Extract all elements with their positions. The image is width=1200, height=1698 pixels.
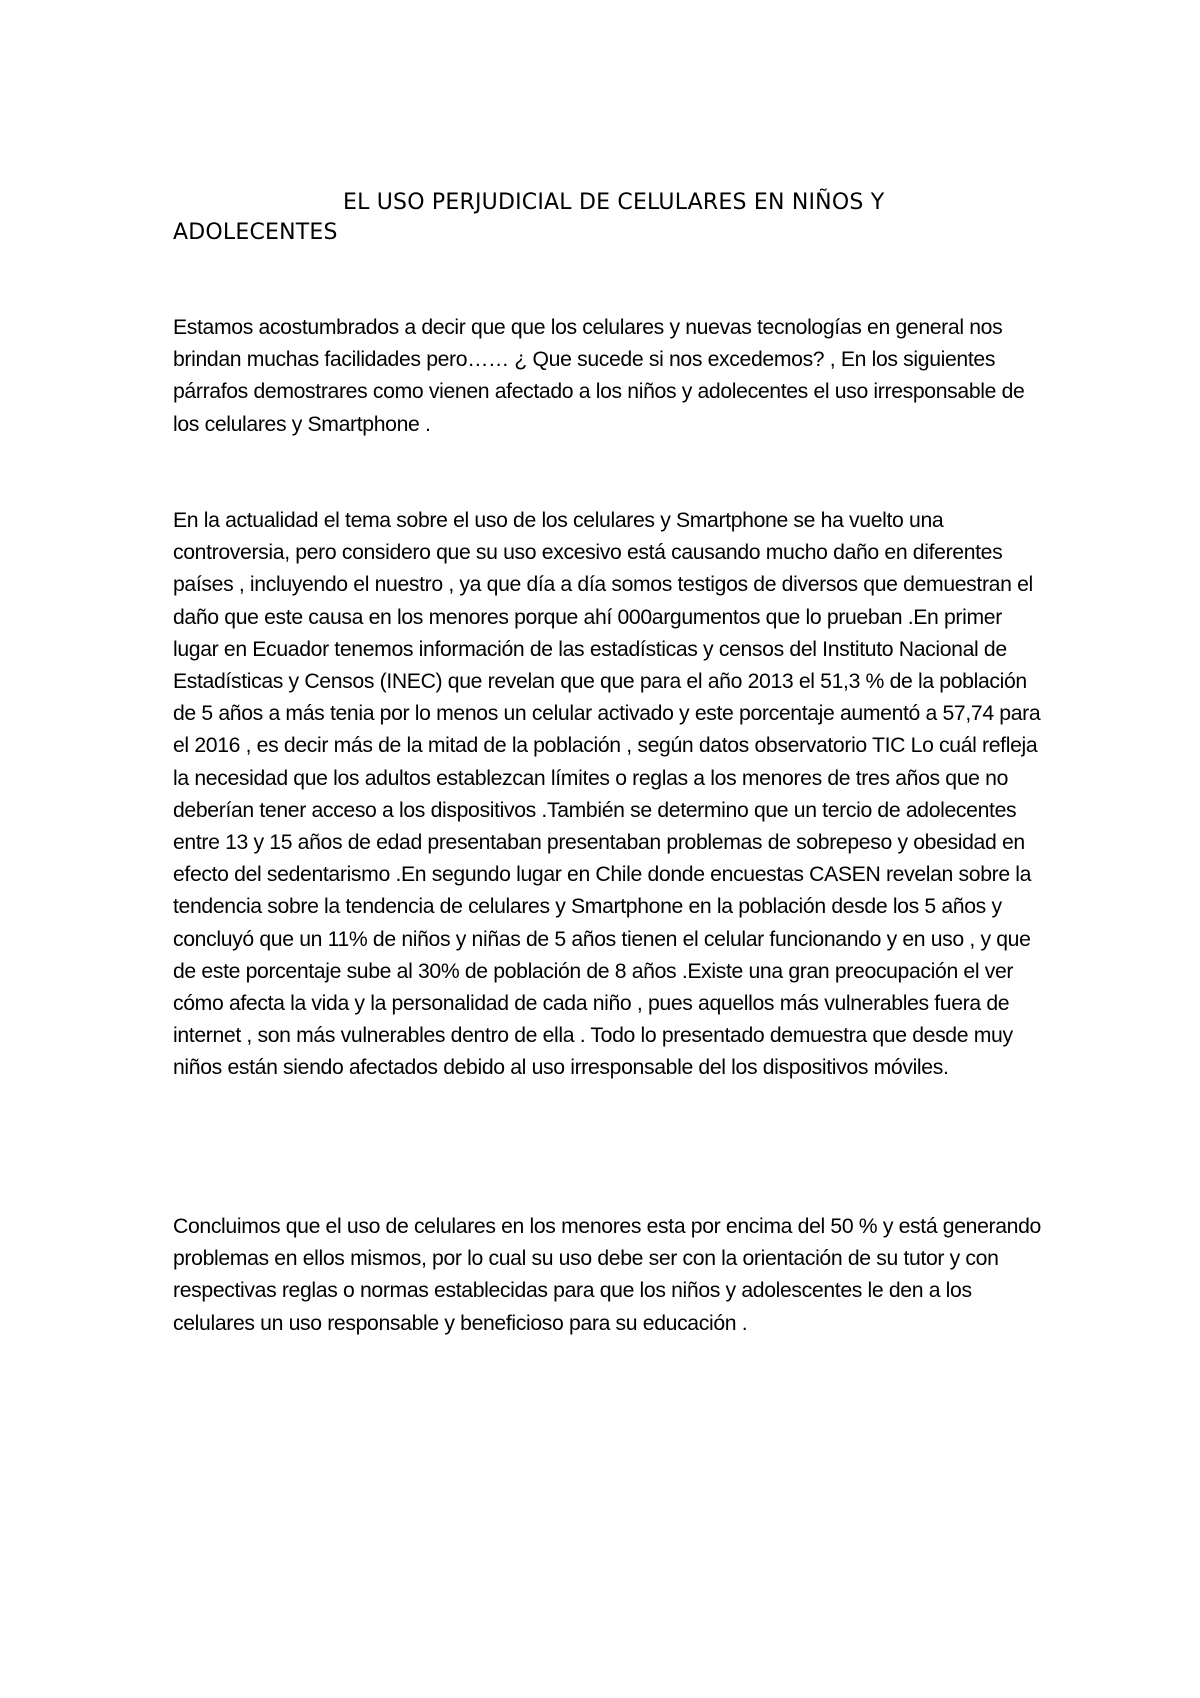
paragraph-development: En la actualidad el tema sobre el uso de los celulares y Smartphone se ha vuelto una controversia, pero considero que su uso excesivo está causando mucho daño en diferentes países , incluyendo el nuestro , ya que día a día somos testigos de diversos que demuestran el daño que este causa en los menores porque ahí 000argumentos que lo prueban .En primer lugar en Ecuador tenemos información de las estadísticas y censos del Instituto Nacional de Estadísticas y Censos (INEC) que revelan que que para el año 2013 el 51,3 % de la población de 5 años a más tenia por lo menos un celular activado y este porcentaje aumentó a 57,74 para el 2016 , es decir más de la mitad de la población , según datos observatorio TIC Lo cuál refleja la necesidad que los adultos establezcan límites o reglas a los menores de tres años que no deberían tener acceso a los dispositivos .También se determino que un tercio de adolecentes entre 13 y 15 años de edad presentaban presentaban problemas de sobrepeso y obesidad en efecto del sedentarismo .En segundo lugar en Chile donde encuestas CASEN revelan sobre la tendencia sobre la tendencia de celulares y Smartphone en la población desde los 5 años y concluyó que un 11% de niños y niñas de 5 años tienen el celular funcionando y en uso , y que de este porcentaje sube al 30% de población de 8 años .Existe una gran preocupación el ver cómo afecta la vida y la personalidad de cada niño , pues aquellos más vulnerables fuera de internet , son más vulnerables dentro de ella . Todo lo presentado demuestra que desde muy niños están siendo afectados debido al uso irresponsable del los dispositivos móviles.	[173, 509, 1041, 1080]
paragraph-introduction: Estamos acostumbrados a decir que que los celulares y nuevas tecnologías en general nos brindan muchas facilidades pero…… ¿ Que sucede si nos excedemos? , En los siguientes párrafos demostrares como vienen afectado a los niños y adolecentes el uso irresponsable de los celulares y Smartphone .	[173, 316, 1025, 436]
paragraph-conclusion: Concluimos que el uso de celulares en los menores esta por encima del 50 % y está generando problemas en ellos mismos, por lo cual su uso debe ser con la orientación de su tutor y con respectivas reglas o normas establecidas para que los niños y adolescentes le den a los celulares un uso responsable y beneficioso para su educación .	[173, 1215, 1041, 1335]
document-title: EL USO PERJUDICIAL DE CELULARES EN NIÑOS Y ADOLECENTES	[173, 190, 885, 245]
